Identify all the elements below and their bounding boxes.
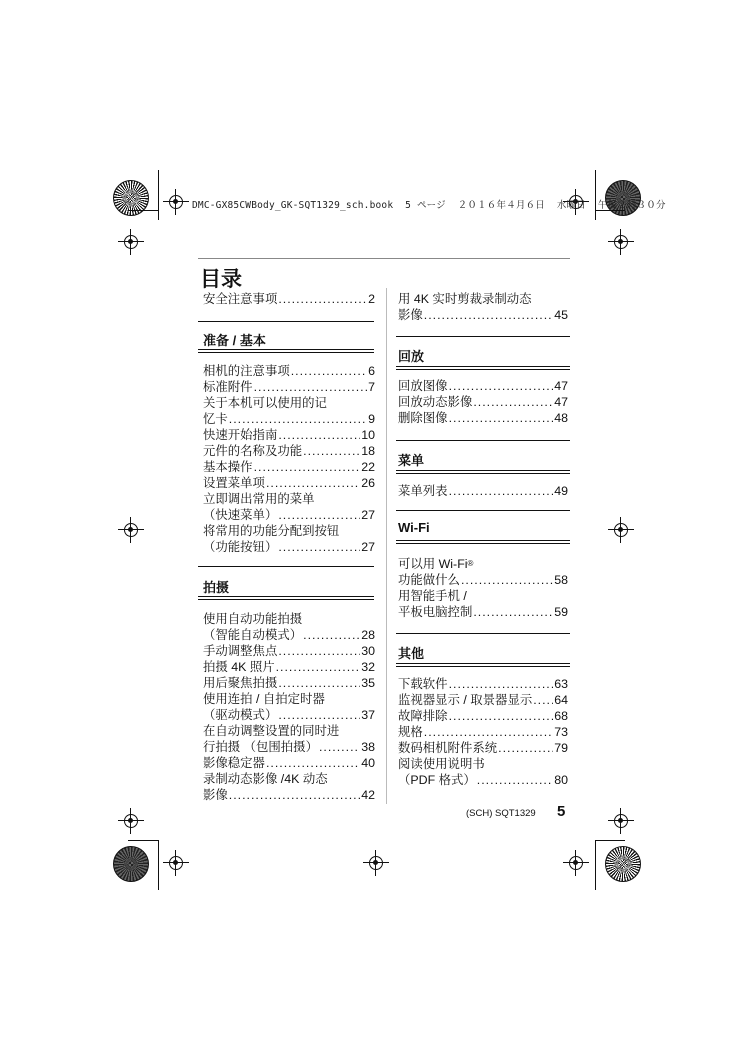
toc-entry[interactable]: 手动调整焦点 ..... 30 — [203, 643, 375, 659]
crop-mark — [595, 840, 596, 890]
toc-entry[interactable]: 使用连拍 / 自拍定时器 — [203, 692, 325, 706]
crop-mark — [158, 170, 159, 220]
toc-entry[interactable]: 数码相机附件系统 ..... 79 — [398, 740, 568, 756]
section-heading: 回放 — [398, 349, 425, 364]
toc-entry[interactable]: 监视器显示 / 取景器显示 ..... 64 — [398, 692, 568, 708]
toc-right-top — [398, 291, 568, 323]
toc-entry[interactable]: 回放图像 ..... 47 — [398, 378, 568, 394]
registration-mark-icon — [363, 850, 389, 876]
toc-list — [203, 611, 375, 803]
section-rule — [198, 599, 374, 600]
toc-entry[interactable]: 使用自动功能拍摄 — [203, 612, 303, 626]
section-rule — [396, 470, 570, 471]
toc-entry[interactable]: 相机的注意事项 ..... 6 — [203, 363, 375, 379]
toc-entry[interactable]: 立即调出常用的菜单 — [203, 492, 315, 506]
toc-left-top — [203, 291, 375, 307]
registration-mark-icon — [163, 189, 189, 215]
toc-entry[interactable]: （智能自动模式） ..... 28 — [203, 627, 375, 643]
toc-list — [398, 483, 568, 499]
star-target-icon — [605, 846, 641, 882]
crop-mark — [595, 840, 625, 841]
toc-entry[interactable]: 阅读使用说明书 — [398, 757, 485, 771]
toc-entry[interactable]: 用智能手机 / — [398, 589, 467, 603]
toc-entry[interactable]: 行拍摄 （包围拍摄） ..... 38 — [203, 739, 375, 755]
registration-mark-icon — [563, 850, 589, 876]
section-rule — [396, 540, 570, 541]
toc-entry[interactable]: 平板电脑控制 ..... 59 — [398, 604, 568, 620]
section-rule — [396, 369, 570, 370]
section-heading: 准备 / 基本 — [203, 333, 266, 348]
toc-entry[interactable]: 将常用的功能分配到按钮 — [203, 524, 340, 538]
section-heading: 拍摄 — [203, 580, 230, 595]
toc-entry[interactable]: 回放动态影像 ..... 47 — [398, 394, 568, 410]
toc-entry[interactable]: 下载软件 ..... 63 — [398, 676, 568, 692]
toc-entry[interactable]: （PDF 格式） ..... 80 — [398, 772, 568, 788]
registration-mark-icon — [608, 229, 634, 255]
toc-entry[interactable]: 快速开始指南 ..... 10 — [203, 427, 375, 443]
toc-entry[interactable]: 影像稳定器 ..... 40 — [203, 755, 375, 771]
toc-list — [398, 378, 568, 426]
book-slug: DMC-GX85CWBody_GK-SQT1329_sch.book 5 ページ ２０１６年４月６日 水曜日 午後２時３０分 — [192, 200, 666, 211]
toc-entry[interactable]: 拍摄 4K 照片 ..... 32 — [203, 659, 375, 675]
toc-entry[interactable]: 录制动态影像 /4K 动态 — [203, 772, 328, 786]
toc-entry[interactable]: 标准附件 ..... 7 — [203, 379, 375, 395]
section-rule — [396, 633, 570, 634]
toc-entry[interactable]: 影像 ..... 42 — [203, 787, 375, 803]
title-rule — [198, 258, 570, 259]
section-heading: Wi-Fi — [398, 520, 430, 535]
toc-list — [398, 556, 568, 620]
toc-entry[interactable]: （快速菜单） ..... 27 — [203, 507, 375, 523]
section-rule — [396, 473, 570, 474]
toc-list — [203, 363, 375, 555]
toc-entry[interactable]: 功能做什么 ..... 58 — [398, 572, 568, 588]
toc-entry[interactable]: 故障排除 ..... 68 — [398, 708, 568, 724]
crop-mark — [595, 170, 596, 220]
star-target-icon — [113, 846, 149, 882]
crop-mark — [128, 210, 158, 211]
section-rule — [198, 566, 374, 567]
toc-entry[interactable]: 用 4K 实时剪裁录制动态 — [398, 292, 532, 306]
section-rule — [396, 543, 570, 544]
toc-entry[interactable]: 在自动调整设置的同时进 — [203, 724, 340, 738]
toc-entry[interactable]: 忆卡 ..... 9 — [203, 411, 375, 427]
toc-entry[interactable]: 安全注意事项 ..... 2 — [203, 291, 375, 307]
section-rule — [198, 596, 374, 597]
toc-entry[interactable]: 菜单列表 ..... 49 — [398, 483, 568, 499]
page-title: 目录 — [200, 268, 242, 291]
toc-entry[interactable]: （功能按钮） ..... 27 — [203, 539, 375, 555]
column-divider — [386, 288, 387, 804]
section-rule — [396, 510, 570, 511]
crop-mark — [128, 840, 158, 841]
registration-mark-icon — [118, 229, 144, 255]
toc-entry[interactable]: （驱动模式） ..... 37 — [203, 707, 375, 723]
registration-mark-icon — [608, 517, 634, 543]
section-rule — [198, 352, 374, 353]
section-heading: 菜单 — [398, 453, 425, 468]
toc-entry[interactable]: 用后聚焦拍摄 ..... 35 — [203, 675, 375, 691]
page-number: 5 — [557, 803, 566, 820]
registration-mark-icon — [163, 850, 189, 876]
section-rule — [198, 321, 374, 322]
document-code: (SCH) SQT1329 — [466, 808, 536, 819]
section-rule — [198, 349, 374, 350]
section-rule — [396, 336, 570, 337]
section-rule — [396, 666, 570, 667]
registration-mark-icon — [118, 517, 144, 543]
toc-entry[interactable]: 影像 ..... 45 — [398, 307, 568, 323]
section-rule — [396, 440, 570, 441]
toc-entry[interactable]: 基本操作 ..... 22 — [203, 459, 375, 475]
toc-list — [398, 676, 568, 788]
toc-entry[interactable]: 关于本机可以使用的记 — [203, 396, 327, 410]
toc-entry[interactable]: 规格 ..... 73 — [398, 724, 568, 740]
registration-mark-icon — [608, 808, 634, 834]
toc-entry[interactable]: 设置菜单项 ..... 26 — [203, 475, 375, 491]
registration-mark-icon — [118, 808, 144, 834]
toc-entry[interactable]: 可以用 Wi-Fi® — [398, 557, 474, 571]
toc-entry[interactable]: 删除图像 ..... 48 — [398, 410, 568, 426]
toc-entry[interactable]: 元件的名称及功能 ..... 18 — [203, 443, 375, 459]
section-rule — [396, 663, 570, 664]
section-rule — [396, 366, 570, 367]
section-heading: 其他 — [398, 646, 425, 661]
crop-mark — [158, 840, 159, 890]
